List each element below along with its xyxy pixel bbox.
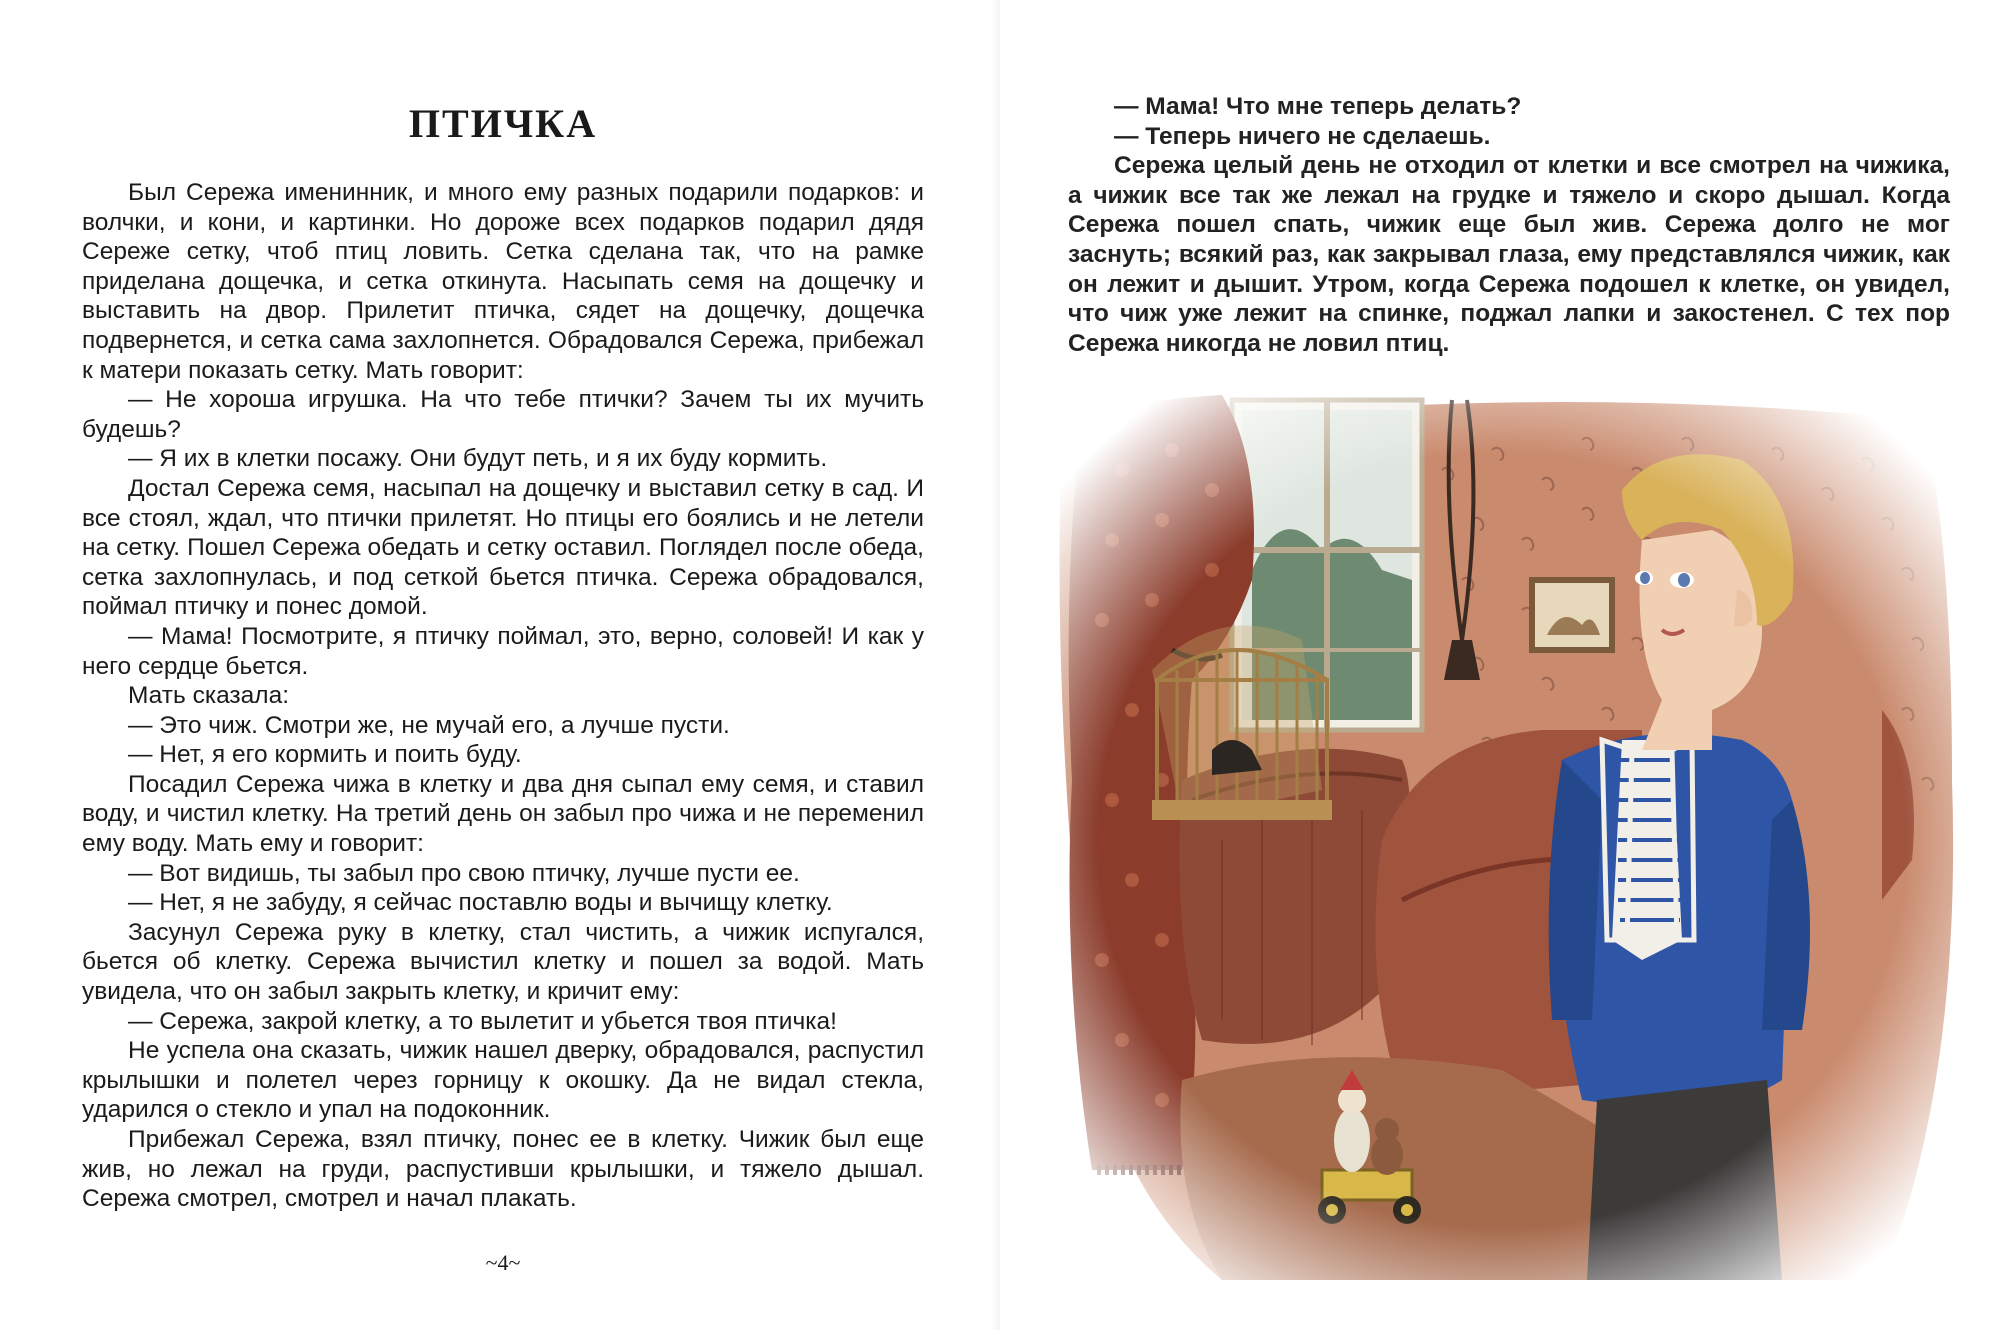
paragraph: — Сережа, закрой клетку, а то вылетит и убьется твоя птичка! [128, 1007, 837, 1035]
paragraph: — Нет, я его кормить и поить буду. [128, 741, 522, 769]
story-illustration [1022, 380, 1982, 1300]
paragraph: Достал Сережа семя, насыпал на дощечку и выставил сетку в сад. И все стоял, ждал, что птички прилетят. Но птицы его боялись и не летели на сетку. Пошел Сережа обедать и сетку оставил. Поглядел после обеда, сетка захлопнулась, и под сеткой бьется птичка. Сережа обрадовался, поймал птичку и понес домой. [82, 474, 924, 621]
paragraph: Не успела она сказать, чижик нашел дверку, обрадовался, распустил крылышки и полетел через горницу к окошку. Да не видал стекла, ударился о стекло и упал на подоконник. [82, 1037, 924, 1124]
paragraph: Прибежал Сережа, взял птичку, понес ее в клетку. Чижик был еще жив, но лежал на груди, распустивши крылышки, и тяжело дышал. Сережа смотрел, смотрел и начал плакать. [82, 1126, 924, 1213]
paragraph: — Это чиж. Смотри же, не мучай его, а лучше пусти. [128, 711, 730, 739]
paragraph: Был Сережа именинник, и много ему разных подарили подарков: и волчки, и кони, и картинки. Но дороже всех подарков подарил дядя Сереже сетку, чтоб птиц ловить. Сетка сделана так, что на рамке приделана дощечка, и сетка откинута. Насыпать семя на дощечку и выставить на двор. Прилетит птичка, сядет на дощечку, дощечка подвернется, и сетка сама захлопнется. Обрадовался Сережа, прибежал к матери показать сетку. Мать говорит: [82, 179, 924, 384]
story-text-right [1068, 92, 1950, 358]
story-text-left [82, 178, 924, 1214]
paragraph: Засунул Сережа руку в клетку, стал чистить, а чижик испугался, бьется об клетку. Сережа вычистил клетку и пошел за водой. Мать увидела, что он забыл закрыть клетку, и кричит ему: [82, 918, 924, 1006]
paragraph: Мать сказала: [128, 682, 290, 710]
story-title: ПТИЧКА [408, 101, 598, 146]
paragraph: Посадил Сережа чижа в клетку и два дня сыпал ему семя, и ставил воду, и чистил клетку. На третий день он забыл про чижа и не переменил ему воду. Мать ему и говорит: [82, 770, 924, 858]
paragraph: — Теперь ничего не сделаешь. [1114, 122, 1491, 150]
paragraph: — Вот видишь, ты забыл про свою птичку, лучше пусти ее. [128, 859, 800, 887]
right-page [1000, 0, 2000, 1330]
paragraph: — Не хороша игрушка. На что тебе птички? Зачем ты их мучить будешь? [82, 386, 924, 443]
page-number: ~4~ [485, 1250, 521, 1275]
paragraph: — Я их в клетки посажу. Они будут петь, и я их буду кормить. [128, 445, 828, 473]
paragraph: — Нет, я не забуду, я сейчас поставлю воды и вычищу клетку. [128, 889, 833, 917]
paragraph: — Мама! Что мне теперь делать? [1114, 93, 1522, 120]
paragraph: — Мама! Посмотрите, я птичку поймал, это, верно, соловей! И как у него сердце бьется. [82, 622, 924, 680]
paragraph: Сережа целый день не отходил от клетки и все смотрел на чижика, а чижик все так же лежал на грудке и тяжело и скоро дышал. Когда Сережа пошел спать, чижик еще был жив. Сережа долго не мог заснуть; всякий раз, как закрывал глаза, ему представлялся чижик, как он лежит и дышит. Утром, когда Сережа подошел к клетке, он увидел, что чиж уже лежит на спинке, поджал лапки и закостенел. С тех пор Сережа никогда не ловил птиц. [1068, 152, 1950, 357]
